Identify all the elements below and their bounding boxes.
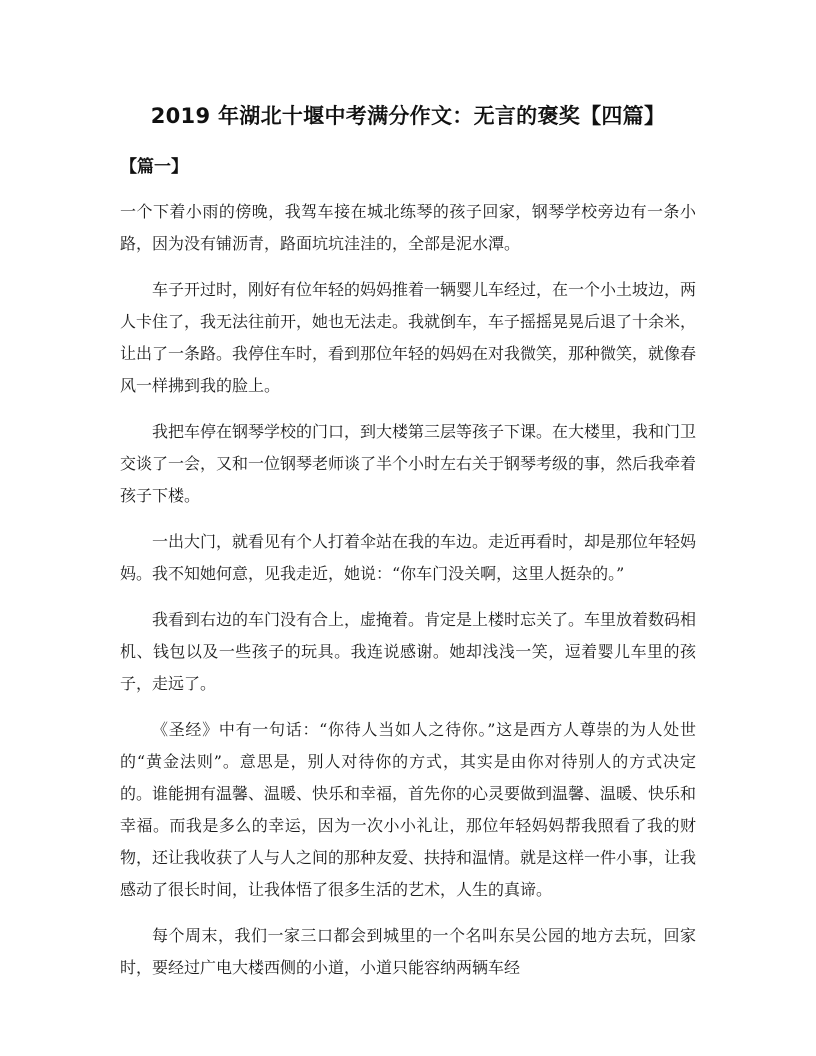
paragraph-3: 我把车停在钢琴学校的门口，到大楼第三层等孩子下课。在大楼里，我和门卫交谈了一会，又和一位钢琴老师谈了半个小时左右关于钢琴考级的事，然后我牵着孩子下楼。 bbox=[120, 422, 697, 505]
paragraph-5: 我看到右边的车门没有合上，虚掩着。肯定是上楼时忘关了。车里放着数码相机、钱包以及一些孩子的玩具。我连说感谢。她却浅浅一笑，逗着婴儿车里的孩子，走远了。 bbox=[120, 610, 697, 693]
paragraph-7: 每个周末，我们一家三口都会到城里的一个名叫东吴公园的地方去玩，回家时，要经过广电大楼西侧的小道，小道只能容纳两辆车经 bbox=[120, 926, 696, 977]
paragraph-6: 《圣经》中有一句话：“你待人当如人之待你。”这是西方人尊崇的为人处世的“黄金法则”。意思是，别人对待你的方式，其实是由你对待别人的方式决定的。谁能拥有温馨、温暖、快乐和幸福，首先你的心灵要做到温馨、温暖、快乐和幸福。而我是多么的幸运，因为一次小小礼让，那位年轻妈妈帮我照看了我的财物，还让我收获了人与人之间的那种友爱、扶持和温情。就是这样一件小事，让我感动了很长时间，让我体悟了很多生活的艺术，人生的真谛。 bbox=[120, 720, 697, 899]
paragraph-1: 一个下着小雨的傍晚，我驾车接在城北练琴的孩子回家，钢琴学校旁边有一条小路，因为没有铺沥青，路面坑坑洼洼的，全部是泥水潭。 bbox=[120, 202, 696, 253]
paragraph-2: 车子开过时，刚好有位年轻的妈妈推着一辆婴儿车经过，在一个小土坡边，两人卡住了，我无法往前开，她也无法走。我就倒车，车子摇摇晃晃后退了十余米，让出了一条路。我停住车时，看到那位年轻的妈妈在对我微笑，那种微笑，就像春风一样拂到我的脸上。 bbox=[120, 280, 697, 395]
section-heading: 【篇一】 bbox=[120, 157, 188, 177]
paragraph-4: 一出大门，就看见有个人打着伞站在我的车边。走近再看时，却是那位年轻妈妈。我不知她何意，见我走近，她说：“你车门没关啊，这里人挺杂的。” bbox=[120, 532, 697, 583]
document-title: 2019 年湖北十堰中考满分作文：无言的褒奖【四篇】 bbox=[150, 104, 666, 128]
